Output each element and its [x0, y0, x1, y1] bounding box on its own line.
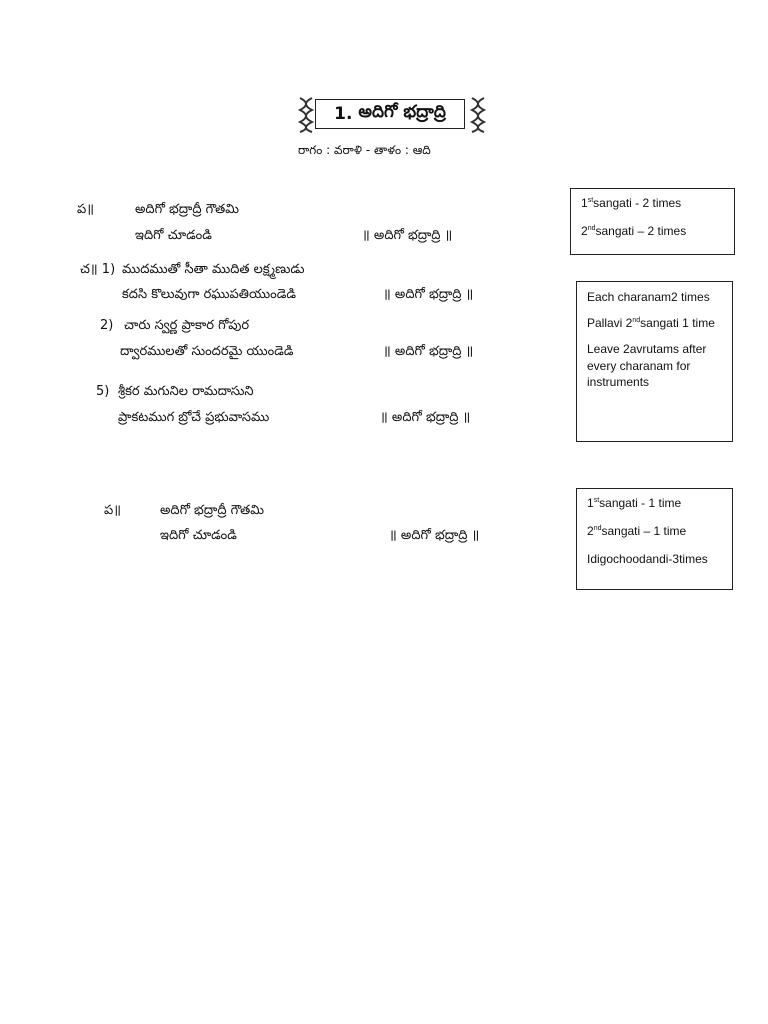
final-pallavi-line-1: అదిగో భద్రాద్రీ గౌతమి — [160, 503, 264, 518]
song-name: అదిగో భద్రాద్రి — [358, 102, 446, 122]
charanam-2-line-2: ద్వారములతో సుందరమై యుండెడి — [120, 344, 294, 359]
charanam-5-line-2: ప్రాకటముగ బ్రోచే ప్రభువాసము — [118, 410, 270, 425]
final-pallavi-line-2: ఇదిగో చూడండి — [160, 528, 237, 543]
pallavi-line-2: ఇదిగో చూడండి — [135, 228, 212, 243]
note-3-line-1: 1stsangati - 1 time — [587, 496, 682, 510]
note-1-line-2: 2ndsangati – 2 times — [581, 224, 687, 239]
charanam-1-line-2: కదసి కొలువుగా రఘుపతియుండెడి — [122, 287, 297, 302]
pallavi-marker: ప॥ — [77, 202, 95, 217]
charanam-2-line-1: చారు స్వర్ణ ప్రాకార గోపుర — [124, 318, 250, 333]
charanam-5-marker: 5) — [96, 384, 110, 399]
charanam-5-refrain: ॥ అదిగో భద్రాద్రి ॥ — [380, 410, 471, 425]
charanam-1-refrain: ॥ అదిగో భద్రాద్రి ॥ — [383, 287, 474, 302]
song-title — [315, 99, 465, 129]
title-block — [297, 96, 487, 134]
charanam-1-line-1: ముదముతో సీతా ముదిత లక్ష్మణుడు — [122, 262, 305, 277]
charanam-2-marker: 2) — [100, 318, 114, 333]
pallavi-line-1: అదిగో భద్రాద్రీ గౌతమి — [135, 202, 239, 217]
pallavi-refrain: ॥ అదిగో భద్రాద్రి ॥ — [362, 228, 453, 243]
note-1-line-1: 1stsangati - 2 times — [581, 196, 682, 210]
charanam-instructions-box — [576, 281, 733, 442]
raga-tala-line: రాగం : వరాళి - తాళం : ఆది — [298, 143, 431, 157]
note-3-line-3: Idigochoodandi-3times — [587, 552, 708, 567]
note-2-line-3: Leave 2avrutams after every charanam for instruments — [587, 342, 707, 389]
charanam-1-marker: చ॥ 1) — [80, 262, 116, 277]
note-3-line-2: 2ndsangati – 1 time — [587, 524, 687, 539]
charanam-5-line-1: శ్రీకర మగునిల రామదాసుని — [118, 384, 254, 399]
sangati-note-box-1 — [570, 188, 735, 255]
final-pallavi-refrain: ॥ అదిగో భద్రాద్రి ॥ — [389, 528, 480, 543]
celtic-knot-ornament-left — [297, 96, 315, 134]
note-2-line-2: Pallavi 2ndsangati 1 time — [587, 316, 715, 331]
song-number: 1. — [334, 104, 353, 124]
celtic-knot-ornament-right — [469, 96, 487, 134]
note-2-line-1: Each charanam2 times — [587, 290, 710, 304]
sangati-note-box-2 — [576, 488, 733, 590]
charanam-2-refrain: ॥ అదిగో భద్రాద్రి ॥ — [383, 344, 474, 359]
final-pallavi-marker: ప॥ — [104, 503, 122, 518]
